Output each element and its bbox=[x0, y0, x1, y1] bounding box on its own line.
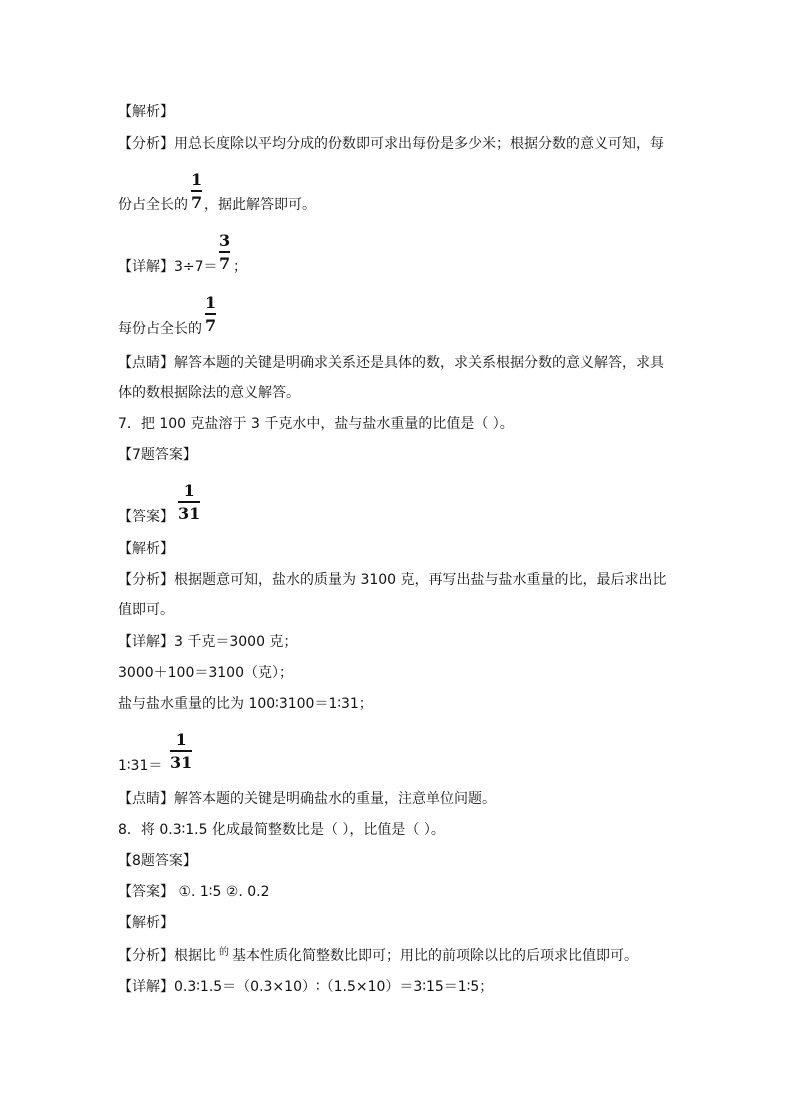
fraction-bar bbox=[219, 251, 230, 253]
superscript-char: 的 bbox=[219, 947, 229, 958]
detail-text-line: 3000＋100＝3100（克）； bbox=[118, 665, 293, 681]
fraction-numerator: 1 bbox=[175, 730, 187, 749]
detail-text-line: 盐与盐水重量的比为 100∶3100＝1∶31； bbox=[118, 696, 373, 712]
analysis-text-line: 份占全长的 bbox=[118, 197, 188, 213]
analysis-heading: 【解析】 bbox=[118, 104, 174, 120]
key-point-line: 【点睛】解答本题的关键是明确求关系还是具体的数，求关系根据分数的意义解答，求具 bbox=[118, 355, 664, 371]
fraction-bar bbox=[178, 501, 200, 503]
detail-text-line: 1∶31＝ bbox=[118, 758, 163, 774]
fraction-denominator: 31 bbox=[170, 752, 193, 772]
fraction-numerator: 1 bbox=[183, 481, 195, 500]
key-point-line: 体的数根据除法的意义解答。 bbox=[118, 385, 300, 401]
analysis-text-line: 【分析】根据比 bbox=[118, 948, 216, 964]
question-7: 7．把 100 克盐溶于 3 千克水中，盐与盐水重量的比值是（ ）。 bbox=[118, 416, 514, 432]
analysis-text-line: 【分析】根据题意可知，盐水的质量为 3100 克，再写出盐与盐水重量的比，最后求出比 bbox=[118, 572, 667, 588]
fraction-numerator: 1 bbox=[191, 170, 203, 189]
fraction bbox=[191, 172, 202, 211]
fraction bbox=[178, 483, 200, 522]
fraction-numerator: 3 bbox=[219, 231, 231, 250]
fraction-numerator: 1 bbox=[205, 293, 217, 312]
analysis-heading: 【解析】 bbox=[118, 915, 174, 931]
fraction bbox=[205, 295, 216, 334]
detail-text-line: 每份占全长的 bbox=[118, 321, 202, 337]
key-point-line: 【点睛】解答本题的关键是明确盐水的重量，注意单位问题。 bbox=[118, 791, 496, 807]
fraction-denominator: 7 bbox=[205, 315, 217, 335]
analysis-text-line: 基本性质化简整数比即可；用比的前项除以比的后项求比值即可。 bbox=[232, 948, 638, 964]
fraction bbox=[170, 732, 192, 771]
fraction-bar bbox=[205, 313, 216, 315]
detail-text-line: 【详解】0.3∶1.5＝（0.3×10）∶（1.5×10）＝3∶15＝1∶5； bbox=[118, 979, 494, 995]
analysis-heading: 【解析】 bbox=[118, 541, 174, 557]
question-8: 8．将 0.3∶1.5 化成最简整数比是（ ），比值是（ ）。 bbox=[118, 822, 445, 838]
fraction bbox=[219, 233, 230, 272]
fraction-bar bbox=[170, 750, 192, 752]
answer-line: 【答案】 ①. 1∶5 ②. 0.2 bbox=[118, 884, 270, 900]
analysis-text-line: 值即可。 bbox=[118, 602, 174, 618]
detail-text-line: 【详解】3 千克＝3000 克； bbox=[118, 634, 298, 650]
fraction-denominator: 7 bbox=[191, 192, 203, 212]
analysis-text-line: ，据此解答即可。 bbox=[204, 197, 316, 213]
answer-label: 【答案】 bbox=[118, 509, 174, 525]
fraction-denominator: 7 bbox=[219, 253, 231, 273]
detail-text-line: ； bbox=[233, 259, 247, 275]
q7-answer-heading: 【7题答案】 bbox=[118, 447, 197, 463]
fraction-denominator: 31 bbox=[178, 503, 201, 523]
q8-answer-heading: 【8题答案】 bbox=[118, 853, 197, 869]
fraction-bar bbox=[191, 190, 202, 192]
detail-text-line: 【详解】3÷7＝ bbox=[118, 259, 218, 275]
analysis-text-line: 【分析】用总长度除以平均分成的份数即可求出每份是多少米；根据分数的意义可知，每 bbox=[118, 136, 664, 152]
